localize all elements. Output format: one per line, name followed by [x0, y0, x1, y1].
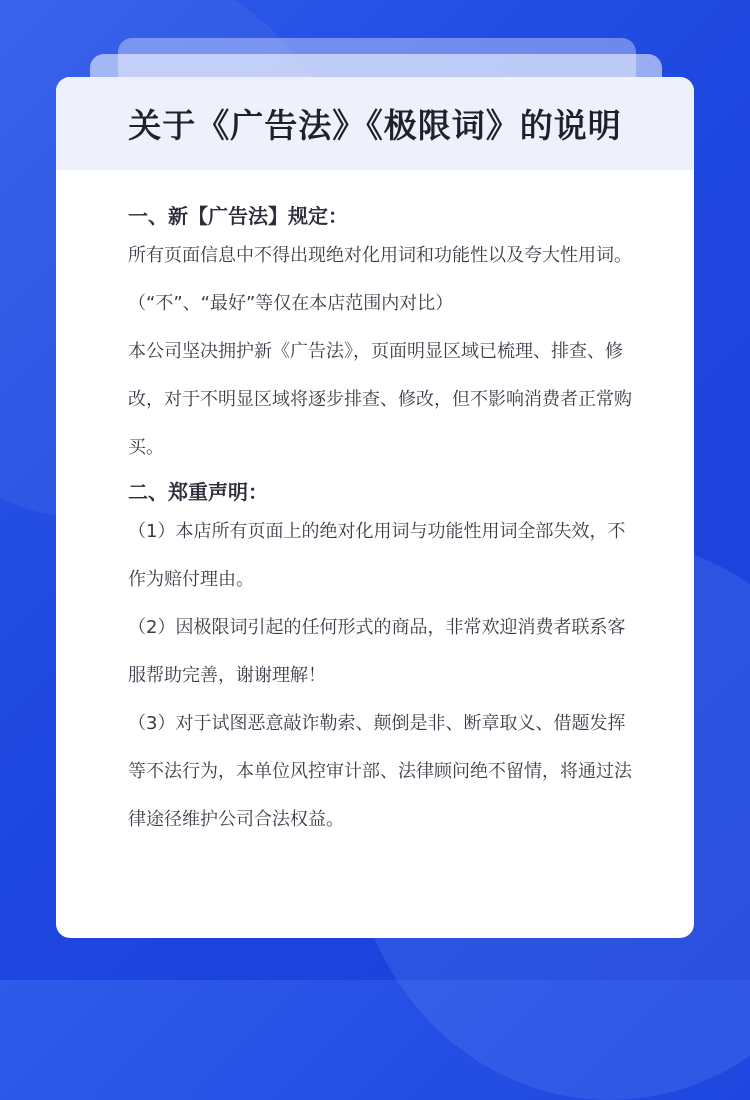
notice-title: 关于《广告法》《极限词》的说明 [128, 106, 622, 145]
statement-paragraph-1: （1）本店所有页面上的绝对化用词与功能性用词全部失效，不作为赔付理由。 [128, 521, 626, 590]
section-heading-regulation: 一、新【广告法】规定： [128, 204, 348, 228]
card-header [56, 77, 694, 170]
regulation-paragraph-1: 所有页面信息中不得出现绝对化用词和功能性以及夸大性用词。（“不”、“最好”等仅在本店范围内对比） [128, 245, 632, 314]
regulation-paragraph-2: 本公司坚决拥护新《广告法》，页面明显区域已梳理、排查、修改，对于不明显区域将逐步排查、修改，但不影响消费者正常购买。 [128, 341, 632, 458]
notice-card [56, 77, 694, 938]
statement-paragraph-2: （2）因极限词引起的任何形式的商品，非常欢迎消费者联系客服帮助完善，谢谢理解！ [128, 617, 626, 686]
statement-paragraph-3: （3）对于试图恶意敲诈勒索、颠倒是非、断章取义、借题发挥等不法行为，本单位风控审计部、法律顾问绝不留情，将通过法律途径维护公司合法权益。 [128, 713, 632, 830]
section-heading-statement: 二、郑重声明： [128, 480, 268, 504]
card-body [56, 170, 694, 844]
